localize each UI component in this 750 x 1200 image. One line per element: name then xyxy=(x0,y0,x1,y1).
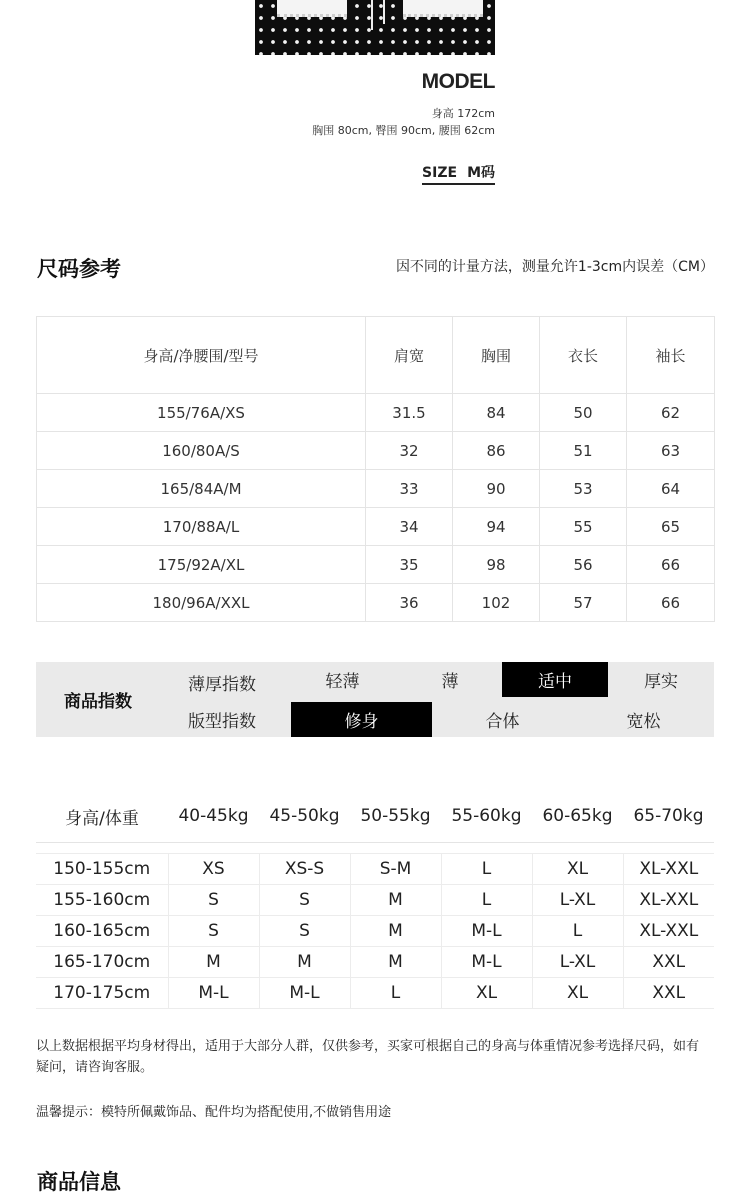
product-info-title: 商品信息 xyxy=(37,1170,121,1194)
table-cell: 65 xyxy=(627,508,715,546)
header-cell: 肩宽 xyxy=(366,317,453,394)
table-cell: 32 xyxy=(366,432,453,470)
height-weight-table xyxy=(36,790,714,1009)
header-cell: 衣长 xyxy=(540,317,627,394)
thickness-option: 厚实 xyxy=(644,672,678,692)
size-value: M码 xyxy=(467,165,495,181)
table-cell: XL xyxy=(441,978,532,1009)
table-cell: 170/88A/L xyxy=(37,508,366,546)
table-cell: 56 xyxy=(540,546,627,584)
model-height: 身高 172cm xyxy=(431,107,495,120)
height-range: 155-160cm xyxy=(36,885,168,916)
size-table-header xyxy=(37,317,715,394)
height-range: 160-165cm xyxy=(36,916,168,947)
table-cell: L xyxy=(350,978,441,1009)
table-row xyxy=(37,394,715,432)
table-cell: M xyxy=(259,947,350,978)
product-index-title: 商品指数 xyxy=(64,692,132,712)
table-cell: 160/80A/S xyxy=(37,432,366,470)
fit-option: 合体 xyxy=(485,712,520,732)
weight-header: 60-65kg xyxy=(532,790,623,843)
table-cell: 84 xyxy=(453,394,540,432)
height-range: 165-170cm xyxy=(36,947,168,978)
table-row xyxy=(37,546,715,584)
table-row xyxy=(37,470,715,508)
table-row xyxy=(36,947,714,978)
table-cell: M xyxy=(350,947,441,978)
thickness-index-label: 薄厚指数 xyxy=(188,675,256,695)
table-cell: 155/76A/XS xyxy=(37,394,366,432)
table-cell: L-XL xyxy=(532,885,623,916)
table-cell: XL-XXL xyxy=(623,885,714,916)
weight-header: 40-45kg xyxy=(168,790,259,843)
table-cell: 50 xyxy=(540,394,627,432)
table-cell: L xyxy=(532,916,623,947)
table-cell: L xyxy=(441,885,532,916)
model-title: MODEL xyxy=(421,70,495,93)
table-cell: M-L xyxy=(259,978,350,1009)
size-disclaimer: 以上数据根据平均身材得出，适用于大部分人群，仅供参考，买家可根据自己的身高与体重情况参考选择尺码，如有疑问，请咨询客服。 xyxy=(36,1039,700,1075)
table-cell: 98 xyxy=(453,546,540,584)
size-reference-table xyxy=(36,316,715,622)
table-row xyxy=(37,584,715,622)
size-reference-title: 尺码参考 xyxy=(37,257,121,281)
weight-header: 45-50kg xyxy=(259,790,350,843)
table-row xyxy=(36,978,714,1009)
header-cell: 身高/净腰围/型号 xyxy=(37,317,366,394)
table-cell: M xyxy=(350,916,441,947)
table-cell: 62 xyxy=(627,394,715,432)
table-cell: 63 xyxy=(627,432,715,470)
table-row xyxy=(36,854,714,885)
table-cell: 102 xyxy=(453,584,540,622)
fit-option: 宽松 xyxy=(626,712,661,732)
drawstring xyxy=(371,0,373,30)
model-measurements: 胸围 80cm, 臀围 90cm, 腰围 62cm xyxy=(312,124,495,137)
thickness-option: 轻薄 xyxy=(325,672,360,692)
table-row xyxy=(36,885,714,916)
table-cell: M-L xyxy=(441,916,532,947)
table-cell: M-L xyxy=(441,947,532,978)
table-row xyxy=(36,916,714,947)
size-reference-note: 因不同的计量方法，测量允许1-3cm内误差（CM） xyxy=(395,259,714,275)
table-cell: 33 xyxy=(366,470,453,508)
header-cell: 胸围 xyxy=(453,317,540,394)
table-cell: S xyxy=(168,885,259,916)
table-cell: M-L xyxy=(168,978,259,1009)
fit-index-label: 版型指数 xyxy=(188,712,256,732)
table-cell: XXL xyxy=(623,978,714,1009)
height-range: 170-175cm xyxy=(36,978,168,1009)
table-cell: M xyxy=(350,885,441,916)
thickness-option-selected: 适中 xyxy=(502,662,608,697)
table-cell: XXL xyxy=(623,947,714,978)
table-cell: 86 xyxy=(453,432,540,470)
table-cell: 94 xyxy=(453,508,540,546)
table-cell: 55 xyxy=(540,508,627,546)
table-cell: XS-S xyxy=(259,854,350,885)
table-cell: 66 xyxy=(627,584,715,622)
table-cell: XS xyxy=(168,854,259,885)
table-cell: L-XL xyxy=(532,947,623,978)
hw-corner-label: 身高/体重 xyxy=(36,790,168,843)
table-cell: 165/84A/M xyxy=(37,470,366,508)
table-cell: XL xyxy=(532,854,623,885)
table-cell: 57 xyxy=(540,584,627,622)
lace-trim xyxy=(277,0,347,17)
warm-tip: 温馨提示：模特所佩戴饰品、配件均为搭配使用,不做销售用途 xyxy=(36,1105,392,1120)
lace-trim xyxy=(403,0,483,17)
weight-header: 50-55kg xyxy=(350,790,441,843)
table-cell: 180/96A/XXL xyxy=(37,584,366,622)
table-cell: XL-XXL xyxy=(623,916,714,947)
table-cell: XL xyxy=(532,978,623,1009)
table-cell: 51 xyxy=(540,432,627,470)
table-cell: S xyxy=(259,885,350,916)
table-cell: 66 xyxy=(627,546,715,584)
table-cell: M xyxy=(168,947,259,978)
table-row xyxy=(37,508,715,546)
model-size xyxy=(422,162,495,185)
table-cell: XL-XXL xyxy=(623,854,714,885)
table-cell: 35 xyxy=(366,546,453,584)
table-cell: 175/92A/XL xyxy=(37,546,366,584)
table-cell: 53 xyxy=(540,470,627,508)
table-cell: S-M xyxy=(350,854,441,885)
table-cell: 36 xyxy=(366,584,453,622)
weight-header: 65-70kg xyxy=(623,790,714,843)
hw-header-row xyxy=(36,790,714,843)
table-cell: 34 xyxy=(366,508,453,546)
table-cell: S xyxy=(168,916,259,947)
header-cell: 袖长 xyxy=(627,317,715,394)
size-label: SIZE xyxy=(422,165,458,181)
table-cell: 90 xyxy=(453,470,540,508)
weight-header: 55-60kg xyxy=(441,790,532,843)
table-cell: L xyxy=(441,854,532,885)
drawstring xyxy=(383,0,385,24)
table-cell: 64 xyxy=(627,470,715,508)
thickness-option: 薄 xyxy=(441,672,459,692)
table-cell: 31.5 xyxy=(366,394,453,432)
height-range: 150-155cm xyxy=(36,854,168,885)
fit-option-selected: 修身 xyxy=(291,702,432,737)
product-index-panel xyxy=(36,662,714,737)
table-cell: S xyxy=(259,916,350,947)
table-row xyxy=(37,432,715,470)
model-photo xyxy=(255,0,495,55)
